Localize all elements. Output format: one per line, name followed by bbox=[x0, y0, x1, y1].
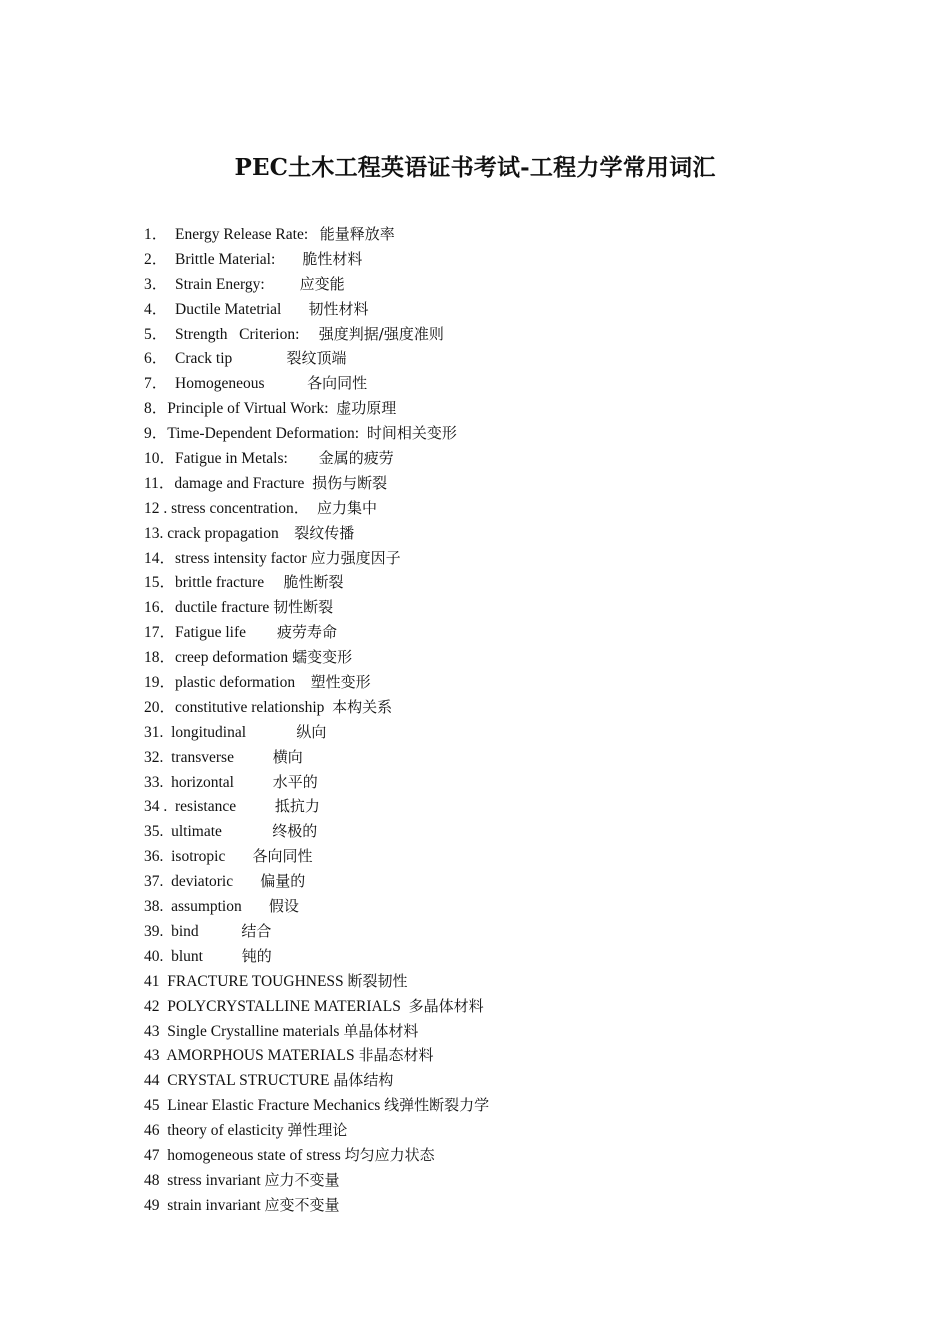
vocabulary-entry bbox=[144, 720, 864, 745]
entry-english-term: 37. deviatoric bbox=[144, 873, 261, 891]
vocabulary-entry bbox=[144, 322, 864, 347]
entry-english-term: 3． Strain Energy: bbox=[144, 275, 300, 293]
vocabulary-entry bbox=[144, 446, 864, 471]
entry-chinese-term: 非晶态材料 bbox=[358, 1046, 434, 1065]
entry-english-term: 12 . stress concentration． bbox=[144, 499, 318, 517]
entry-chinese-term: 多晶体材料 bbox=[408, 996, 484, 1015]
entry-english-term: 5． Strength Criterion: bbox=[144, 325, 319, 343]
vocabulary-entry bbox=[144, 247, 864, 272]
entry-english-term: 6． Crack tip bbox=[144, 350, 287, 368]
entry-chinese-term: 应变不变量 bbox=[264, 1195, 340, 1214]
entry-chinese-term: 能量释放率 bbox=[319, 225, 395, 243]
entry-chinese-term: 本构关系 bbox=[332, 697, 393, 716]
entry-english-term: 17．Fatigue life bbox=[144, 624, 278, 642]
entry-english-term: 43 AMORPHOUS MATERIALS bbox=[144, 1047, 359, 1065]
entry-english-term: 46 theory of elasticity bbox=[144, 1122, 288, 1140]
vocabulary-entry bbox=[144, 272, 864, 297]
entry-chinese-term: 钝的 bbox=[241, 946, 272, 965]
entry-english-term: 40. blunt bbox=[144, 947, 242, 965]
entry-english-term: 4． Ductile Matetrial bbox=[144, 300, 309, 318]
vocabulary-entry bbox=[144, 994, 864, 1019]
entry-english-term: 36. isotropic bbox=[144, 848, 253, 866]
vocabulary-entry bbox=[144, 969, 864, 994]
entry-chinese-term: 金属的疲劳 bbox=[318, 449, 394, 468]
vocabulary-entry bbox=[144, 396, 864, 421]
entry-english-term: 8．Principle of Virtual Work: bbox=[144, 400, 337, 418]
vocabulary-entry bbox=[144, 1019, 864, 1044]
entry-english-term: 39. bind bbox=[144, 922, 242, 940]
vocabulary-entry bbox=[144, 695, 864, 720]
entry-chinese-term: 假设 bbox=[268, 897, 299, 916]
entry-english-term: 31. longitudinal bbox=[144, 723, 297, 741]
entry-chinese-term: 韧性断裂 bbox=[273, 598, 334, 617]
entry-english-term: 20．constitutive relationship bbox=[144, 698, 333, 716]
entry-chinese-term: 裂纹顶端 bbox=[286, 349, 347, 368]
vocabulary-entry bbox=[144, 1143, 864, 1168]
vocabulary-entry bbox=[144, 570, 864, 595]
entry-chinese-term: 脆性材料 bbox=[302, 249, 363, 268]
entry-english-term: 47 homogeneous state of stress bbox=[144, 1146, 345, 1164]
entry-chinese-term: 水平的 bbox=[272, 772, 318, 791]
entry-english-term: 2． Brittle Material: bbox=[144, 250, 303, 268]
entry-chinese-term: 应变能 bbox=[299, 274, 345, 293]
entry-chinese-term: 脆性断裂 bbox=[283, 573, 344, 592]
entry-chinese-term: 各向同性 bbox=[252, 847, 313, 866]
entry-chinese-term: 结合 bbox=[241, 921, 272, 940]
entry-english-term: 1． Energy Release Rate: bbox=[144, 226, 320, 243]
entry-english-term: 49 strain invariant bbox=[144, 1196, 265, 1214]
vocabulary-entry bbox=[144, 1093, 864, 1118]
entry-english-term: 19．plastic deformation bbox=[144, 674, 311, 692]
vocabulary-list bbox=[144, 222, 864, 1218]
entry-english-term: 43 Single Crystalline materials bbox=[144, 1022, 344, 1040]
entry-chinese-term: 强度判据/强度准则 bbox=[318, 324, 444, 343]
vocabulary-entry bbox=[144, 1118, 864, 1143]
entry-english-term: 13. crack propagation bbox=[144, 524, 295, 542]
vocabulary-entry bbox=[144, 1068, 864, 1093]
entry-chinese-term: 应力强度因子 bbox=[310, 548, 401, 567]
entry-chinese-term: 弹性理论 bbox=[287, 1121, 348, 1140]
vocabulary-entry bbox=[144, 521, 864, 546]
vocabulary-entry bbox=[144, 819, 864, 844]
document-title: PEC土木工程英语证书考试-工程力学常用词汇 bbox=[234, 154, 716, 181]
entry-chinese-term: 裂纹传播 bbox=[294, 523, 355, 542]
vocabulary-entry bbox=[144, 222, 864, 247]
vocabulary-entry bbox=[144, 919, 864, 944]
entry-chinese-term: 各向同性 bbox=[307, 374, 368, 393]
vocabulary-entry bbox=[144, 1193, 864, 1218]
entry-english-term: 44 CRYSTAL STRUCTURE bbox=[144, 1072, 334, 1090]
entry-english-term: 18．creep deformation bbox=[144, 649, 293, 667]
entry-english-term: 10．Fatigue in Metals: bbox=[144, 450, 319, 468]
entry-english-term: 16．ductile fracture bbox=[144, 599, 274, 617]
entry-chinese-term: 蠕变变形 bbox=[292, 648, 353, 667]
entry-chinese-term: 抵抗力 bbox=[274, 797, 320, 816]
entry-chinese-term: 纵向 bbox=[296, 722, 327, 741]
entry-chinese-term: 疲劳寿命 bbox=[277, 623, 338, 642]
vocabulary-entry bbox=[144, 894, 864, 919]
vocabulary-entry bbox=[144, 869, 864, 894]
entry-chinese-term: 断裂韧性 bbox=[347, 971, 408, 990]
entry-chinese-term: 损伤与断裂 bbox=[312, 473, 388, 492]
vocabulary-entry bbox=[144, 471, 864, 496]
vocabulary-entry bbox=[144, 944, 864, 969]
vocabulary-entry bbox=[144, 346, 864, 371]
entry-chinese-term: 横向 bbox=[272, 747, 303, 766]
vocabulary-entry bbox=[144, 794, 864, 819]
entry-chinese-term: 线弹性断裂力学 bbox=[384, 1096, 490, 1115]
vocabulary-entry bbox=[144, 1168, 864, 1193]
vocabulary-entry bbox=[144, 670, 864, 695]
vocabulary-entry bbox=[144, 745, 864, 770]
entry-chinese-term: 应力集中 bbox=[317, 498, 378, 517]
vocabulary-entry bbox=[144, 371, 864, 396]
vocabulary-entry bbox=[144, 595, 864, 620]
entry-chinese-term: 单晶体材料 bbox=[343, 1021, 419, 1040]
entry-english-term: 14．stress intensity factor bbox=[144, 549, 311, 567]
vocabulary-entry bbox=[144, 770, 864, 795]
vocabulary-entry bbox=[144, 1043, 864, 1068]
vocabulary-entry bbox=[144, 546, 864, 571]
entry-chinese-term: 韧性材料 bbox=[308, 299, 369, 318]
entry-english-term: 32. transverse bbox=[144, 748, 273, 766]
entry-chinese-term: 虚功原理 bbox=[336, 399, 397, 418]
entry-english-term: 34 . resistance bbox=[144, 798, 275, 816]
vocabulary-entry bbox=[144, 297, 864, 322]
entry-chinese-term: 时间相关变形 bbox=[366, 424, 457, 443]
entry-english-term: 41 FRACTURE TOUGHNESS bbox=[144, 972, 348, 990]
entry-english-term: 45 Linear Elastic Fracture Mechanics bbox=[144, 1097, 385, 1115]
entry-chinese-term: 偏量的 bbox=[260, 872, 306, 891]
entry-english-term: 15．brittle fracture bbox=[144, 574, 284, 592]
vocabulary-entry bbox=[144, 496, 864, 521]
entry-english-term: 35. ultimate bbox=[144, 823, 273, 841]
entry-chinese-term: 终极的 bbox=[272, 822, 318, 841]
vocabulary-entry bbox=[144, 421, 864, 446]
vocabulary-entry bbox=[144, 844, 864, 869]
entry-english-term: 38. assumption bbox=[144, 898, 269, 916]
entry-english-term: 7． Homogeneous bbox=[144, 375, 308, 393]
entry-english-term: 11．damage and Fracture bbox=[144, 474, 313, 492]
entry-english-term: 48 stress invariant bbox=[144, 1171, 265, 1189]
entry-english-term: 33. horizontal bbox=[144, 773, 273, 791]
entry-chinese-term: 晶体结构 bbox=[333, 1071, 394, 1090]
entry-chinese-term: 均匀应力状态 bbox=[344, 1145, 435, 1164]
entry-chinese-term: 应力不变量 bbox=[264, 1170, 340, 1189]
entry-english-term: 9．Time-Dependent Deformation: bbox=[144, 425, 367, 443]
vocabulary-entry bbox=[144, 645, 864, 670]
entry-english-term: 42 POLYCRYSTALLINE MATERIALS bbox=[144, 997, 409, 1015]
vocabulary-entry bbox=[144, 620, 864, 645]
entry-chinese-term: 塑性变形 bbox=[310, 673, 371, 692]
